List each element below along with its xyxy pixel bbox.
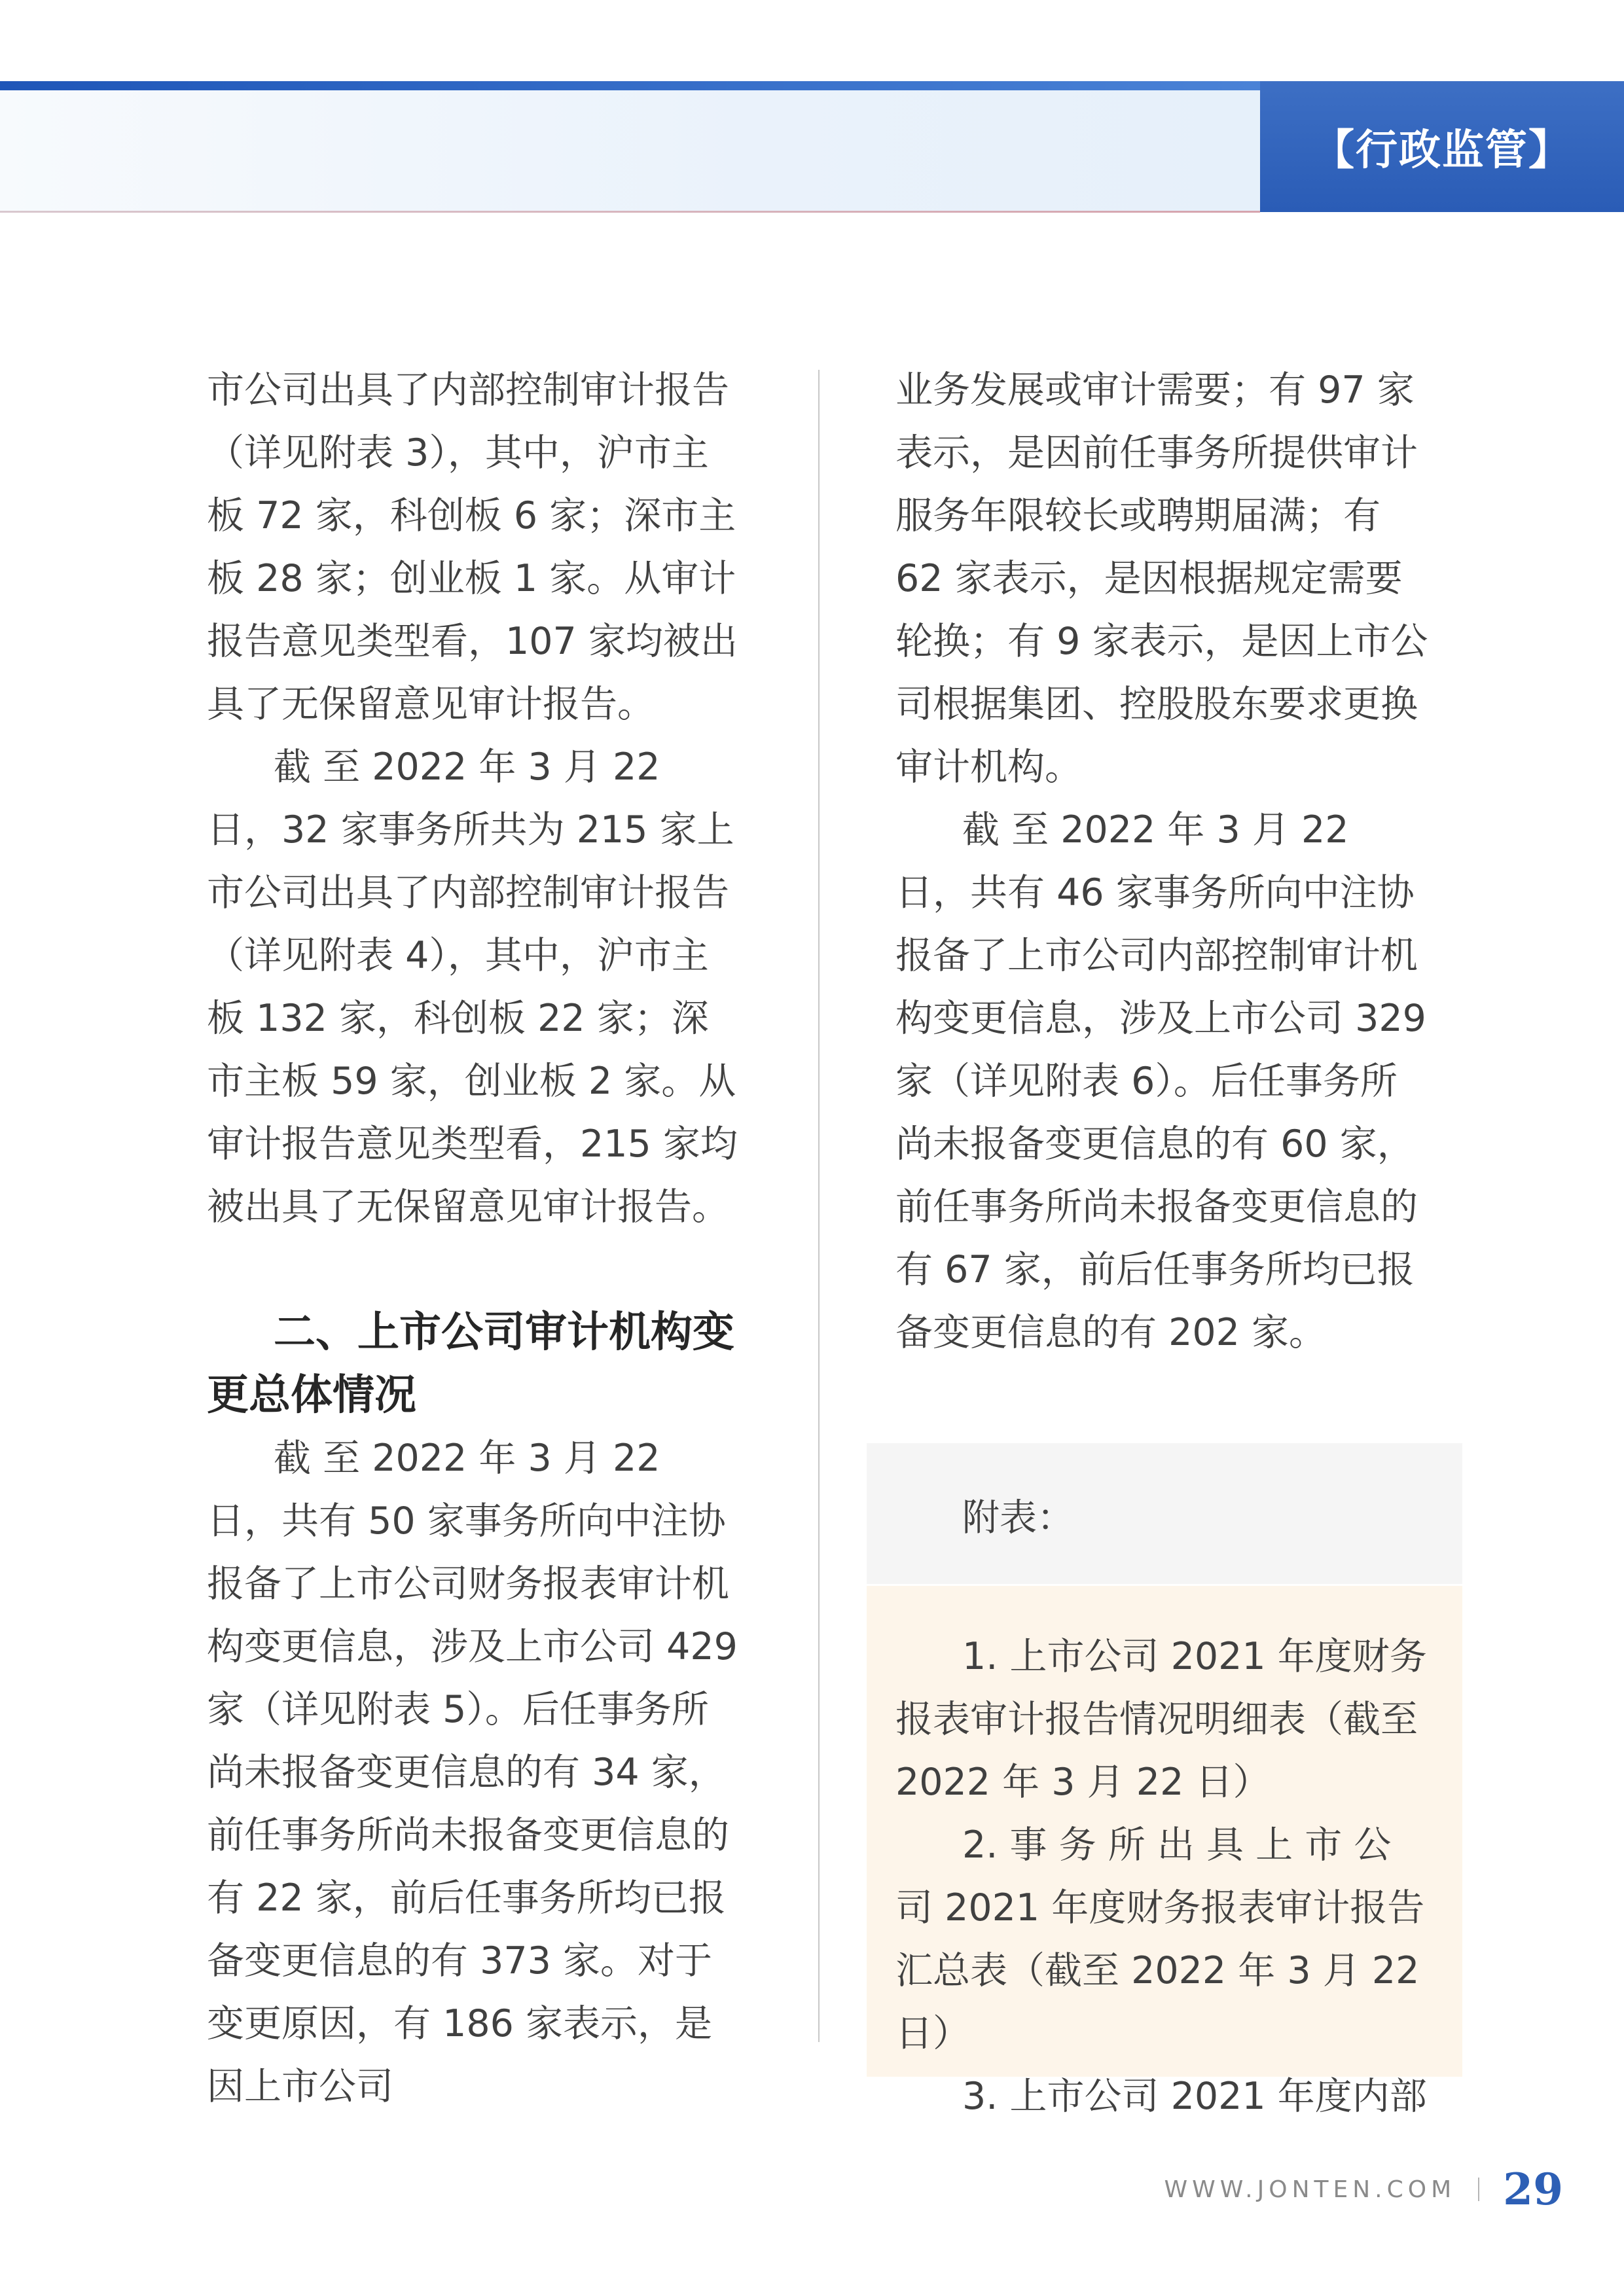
right-paragraph-1: 业务发展或审计需要；有 97 家表示，是因前任事务所提供审计服务年限较长或聘期届满；有 62 家表示，是因根据规定需要轮换；有 9 家表示，是因上市公司根据集团、控股股东要求更换审计机构。 xyxy=(895,368,1428,789)
right-column xyxy=(895,359,1432,1364)
page-footer xyxy=(1164,2160,1563,2219)
left-paragraph-1: 市公司出具了内部控制审计报告（详见附表 3），其中，沪市主板 72 家，科创板 6 家；深市主板 28 家；创业板 1 家。从审计报告意见类型看，107 家均被出具了无保留意见审计报告。 xyxy=(207,368,738,726)
page-number: 29 xyxy=(1503,2164,1563,2215)
website-link[interactable]: WWW.JONTEN.COM xyxy=(1164,2176,1456,2203)
column-divider xyxy=(818,370,820,2042)
appendix-header xyxy=(867,1443,1462,1584)
left-paragraph-2: 截 至 2022 年 3 月 22 日，32 家事务所共为 215 家上市公司出具了内部控制审计报告（详见附表 4），其中，沪市主板 132 家，科创板 22 家；深市主板 59 家，创业板 2 家。从审计报告意见类型看，215 家均被出具了无保留意见审计报告。 xyxy=(207,745,738,1229)
spacer xyxy=(207,1238,744,1301)
appendix-list xyxy=(895,1625,1432,2128)
appendix-item: 3. 上市公司 2021 年度内部 xyxy=(962,2075,1427,2118)
section-heading: 二、上市公司审计机构变更总体情况 xyxy=(207,1308,734,1420)
appendix-item: 2. 事 务 所 出 具 上 市 公 司 2021 年度财务报表审计报告汇总表（截至 2022 年 3 月 22 日） xyxy=(895,1823,1425,2055)
footer-separator xyxy=(1478,2178,1479,2201)
header-accent-line xyxy=(0,81,1260,90)
appendix-box xyxy=(867,1586,1462,2118)
header-divider xyxy=(0,211,1260,213)
appendix-item: 1. 上市公司 2021 年度财务报表审计报告情况明细表（截至 2022 年 3 月 22 日） xyxy=(895,1635,1427,1804)
section-tag xyxy=(1260,81,1624,212)
left-column xyxy=(207,359,744,2118)
right-paragraph-2: 截 至 2022 年 3 月 22 日，共有 46 家事务所向中注协报备了上市公司内部控制审计机构变更信息，涉及上市公司 329 家（详见附表 6）。后任事务所尚未报备变更信息的有 60 家，前任事务所尚未报备变更信息的有 67 家，前后任事务所均已报备变更信息的有 202 家。 xyxy=(895,808,1426,1354)
header-band xyxy=(0,90,1260,212)
left-paragraph-3: 截 至 2022 年 3 月 22 日，共有 50 家事务所向中注协报备了上市公司财务报表审计机构变更信息，涉及上市公司 429 家（详见附表 5）。后任事务所尚未报备变更信息的有 34 家，前任事务所尚未报备变更信息的有 22 家，前后任事务所均已报备变更信息的有 373 家。对于变更原因，有 186 家表示，是因上市公司 xyxy=(207,1437,738,2108)
section-tag-label: 【行政监管】 xyxy=(1312,126,1572,175)
appendix-title: 附表： xyxy=(962,1496,1074,1539)
